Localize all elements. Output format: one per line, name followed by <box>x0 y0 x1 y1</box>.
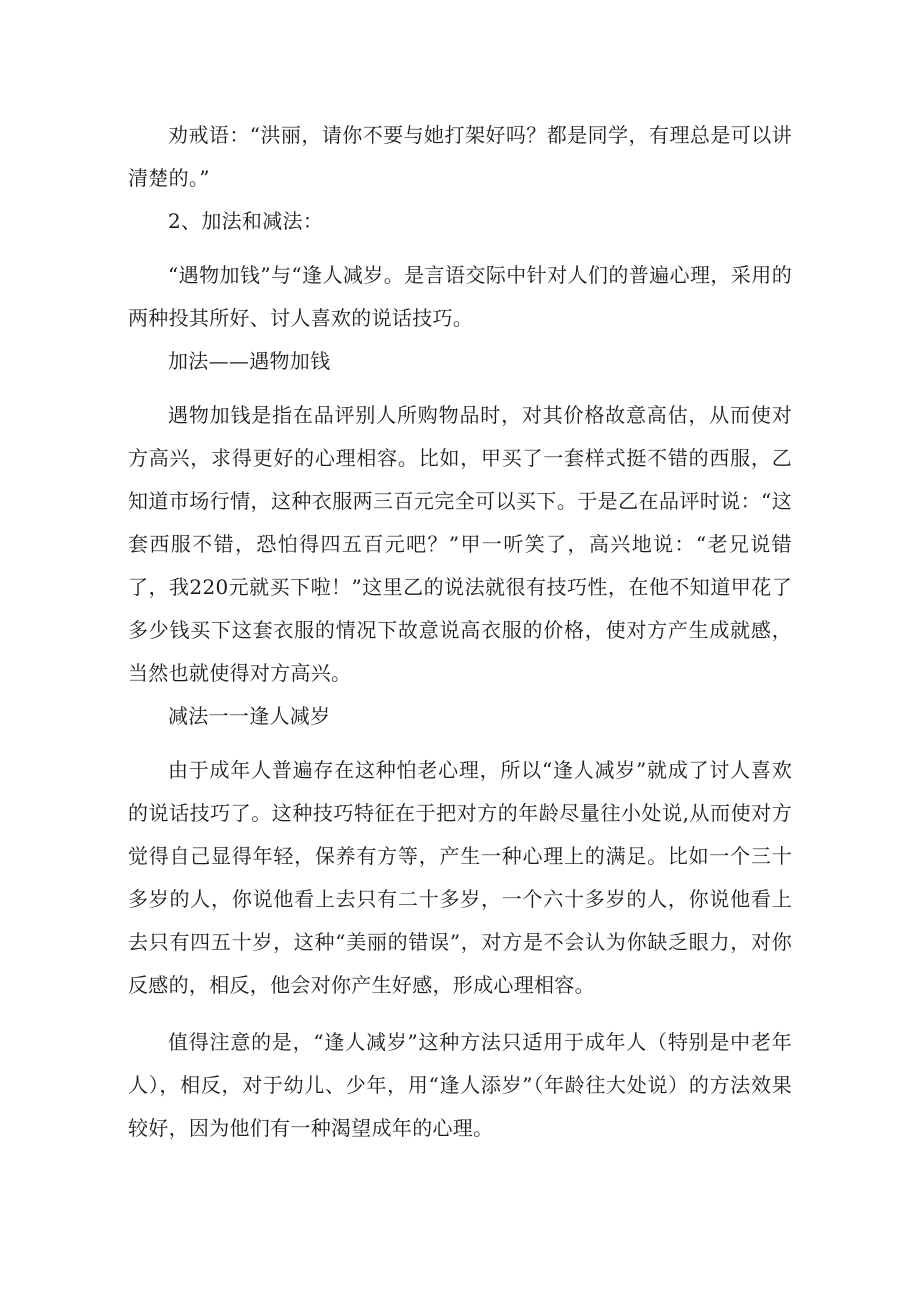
subheading-addition: 加法——遇物加钱 <box>168 349 331 373</box>
document-body <box>128 114 792 1150</box>
paragraph-admonition: 劝戒语：“洪丽，请你不要与她打架好吗？都是同学，有理总是可以讲清楚的。” <box>128 123 792 190</box>
section-heading-addition-subtraction: 2、加法和减法： <box>168 209 324 233</box>
subheading-subtraction: 减法一一逢人减岁 <box>168 704 331 728</box>
paragraph-addition: 遇物加钱是指在品评别人所购物品时，对其价格故意高估，从而使对方高兴，求得更好的心理相容。比如，甲买了一套样式挺不错的西服，乙知道市场行情，这种衣服两三百元完全可以买下。于是乙在品评时说：“这套西服不错，恐怕得四五百元吧？”甲一听笑了，高兴地说：“老兄说错了，我220元就买下啦！”这里乙的说法就很有技巧性，在他不知道甲花了多少钱买下这套衣服的情况下故意说高衣服的价格，使对方产生成就感，当然也就使得对方高兴。 <box>128 403 792 685</box>
paragraph-note: 值得注意的是，“逢人减岁”这种方法只适用于成年人（特别是中老年人），相反，对于幼儿、少年，用“逢人添岁”（年龄往大处说）的方法效果较好，因为他们有一种渴望成年的心理。 <box>128 1030 792 1140</box>
paragraph-intro: “遇物加钱”与“逢人减岁。是言语交际中针对人们的普遍心理，采用的两种投其所好、讨人喜欢的说话技巧。 <box>128 263 792 330</box>
paragraph-subtraction: 由于成年人普遍存在这种怕老心理，所以“逢人减岁”就成了讨人喜欢的说话技巧了。这种技巧特征在于把对方的年龄尽量往小处说,从而使对方觉得自己显得年轻，保养有方等，产生一种心理上的满足。比如一个三十多岁的人，你说他看上去只有二十多岁，一个六十多岁的人，你说他看上去只有四五十岁，这种“美丽的错误”，对方是不会认为你缺乏眼力，对你反感的，相反，他会对你产生好感，形成心理相容。 <box>128 758 792 997</box>
